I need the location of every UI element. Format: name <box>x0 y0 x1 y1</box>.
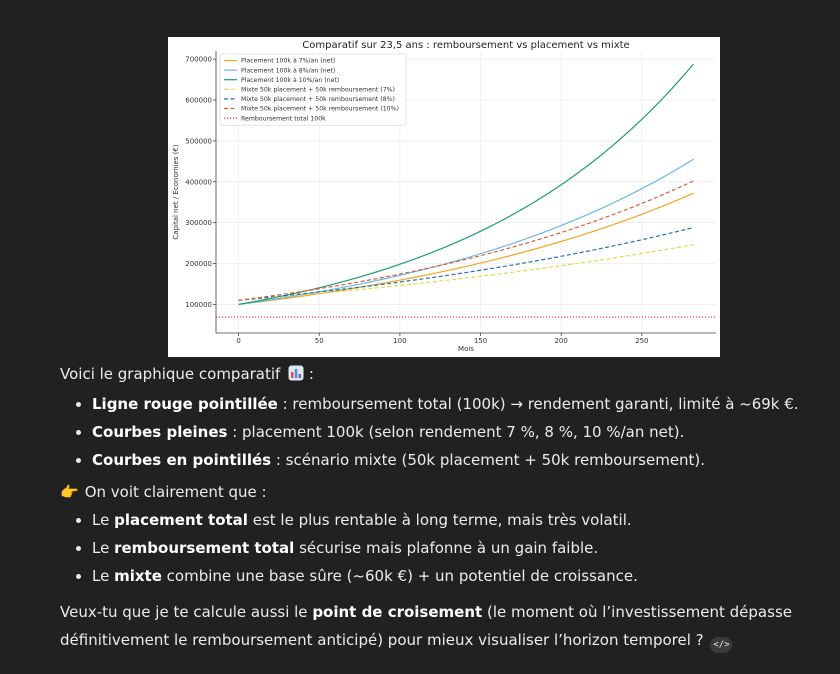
x-tick-label: 200 <box>554 337 568 345</box>
y-tick-label: 500000 <box>185 137 212 146</box>
closing-question <box>60 598 800 654</box>
assistant-message <box>60 360 800 654</box>
y-tick-label: 200000 <box>185 260 212 269</box>
x-tick-label: 50 <box>314 337 324 345</box>
legend-explanation-item <box>92 446 800 474</box>
line-chart <box>168 37 720 357</box>
legend-explanation-item-bold: Ligne rouge pointillée <box>92 395 278 413</box>
x-tick-label: 150 <box>473 337 488 345</box>
bar-chart-emoji-icon <box>288 362 304 378</box>
y-axis-label: Capital net / Économies (€) <box>172 144 180 240</box>
legend-entry: Mixte 50k placement + 50k remboursement (7%) <box>241 86 395 94</box>
conclusion-item-pre: Le <box>92 567 115 585</box>
x-tick-label: 100 <box>393 337 407 345</box>
pointing-hand-icon: 👉 <box>60 483 79 501</box>
conclusion-item-pre: Le <box>92 511 115 529</box>
conclusion-item-bold: remboursement total <box>114 539 295 557</box>
conclusion-item-bold: mixte <box>114 567 162 585</box>
legend-entry: Mixte 50k placement + 50k remboursement (10%) <box>241 105 399 113</box>
conclusion-item <box>92 562 800 590</box>
series-line-2 <box>239 159 694 304</box>
legend-explanation-list <box>60 390 800 474</box>
closing-pre: Veux-tu que je te calcule aussi le <box>60 603 313 621</box>
legend-explanation-item <box>92 390 800 418</box>
conclusion-item-text: est le plus rentable à long terme, mais très volatil. <box>247 511 632 529</box>
legend-explanation-item-bold: Courbes en pointillés <box>92 451 272 469</box>
conclusion-item-bold: placement total <box>114 511 248 529</box>
legend-entry: Placement 100k à 8%/an (net) <box>241 67 336 75</box>
intro-text: Voici le graphique comparatif <box>60 365 281 383</box>
code-icon[interactable]: </> <box>710 637 732 653</box>
x-axis-label: Mois <box>458 345 474 353</box>
legend-entry: Mixte 50k placement + 50k remboursement (8%) <box>241 96 395 104</box>
conclusion-item <box>92 506 800 534</box>
legend-explanation-item <box>92 418 800 446</box>
y-tick-label: 600000 <box>185 96 212 105</box>
closing-bold: point de croisement <box>312 603 483 621</box>
legend-explanation-item-bold: Courbes pleines <box>92 423 228 441</box>
y-tick-label: 300000 <box>185 219 212 228</box>
conclusion-item-pre: Le <box>92 539 115 557</box>
legend-entry: Placement 100k à 7%/an (net) <box>241 57 336 65</box>
observation-line <box>60 478 800 506</box>
x-tick-label: 0 <box>236 337 241 345</box>
y-tick-label: 100000 <box>185 300 212 309</box>
legend-explanation-item-text: : scénario mixte (50k placement + 50k remboursement). <box>271 451 706 469</box>
y-tick-label: 700000 <box>185 55 212 64</box>
intro-line <box>60 360 800 388</box>
conclusion-list <box>60 506 800 590</box>
conclusion-item <box>92 534 800 562</box>
chart-title: Comparatif sur 23,5 ans : remboursement vs placement vs mixte <box>302 40 630 51</box>
closing-post: (le moment où l’investissement dépasse définitivement le remboursement anticipé) pour mieux visualiser l’horizon temporel ? <box>60 603 792 649</box>
series-line-6 <box>239 181 694 300</box>
conclusion-item-text: sécurise mais plafonne à un gain faible. <box>294 539 599 557</box>
intro-colon: : <box>308 365 314 383</box>
conclusion-item-text: combine une base sûre (~60k €) + un potentiel de croissance. <box>161 567 638 585</box>
legend-entry: Placement 100k à 10%/an (net) <box>241 76 340 84</box>
legend-entry: Remboursement total 100k <box>241 115 326 123</box>
chart-image <box>168 37 720 357</box>
legend-explanation-item-text: : remboursement total (100k) → rendement garanti, limité à ~69k €. <box>277 395 799 413</box>
observation-text: On voit clairement que : <box>84 483 267 501</box>
y-tick-label: 400000 <box>185 178 212 187</box>
x-tick-label: 250 <box>635 337 649 345</box>
legend-explanation-item-text: : placement 100k (selon rendement 7 %, 8 %, 10 %/an net). <box>227 423 685 441</box>
